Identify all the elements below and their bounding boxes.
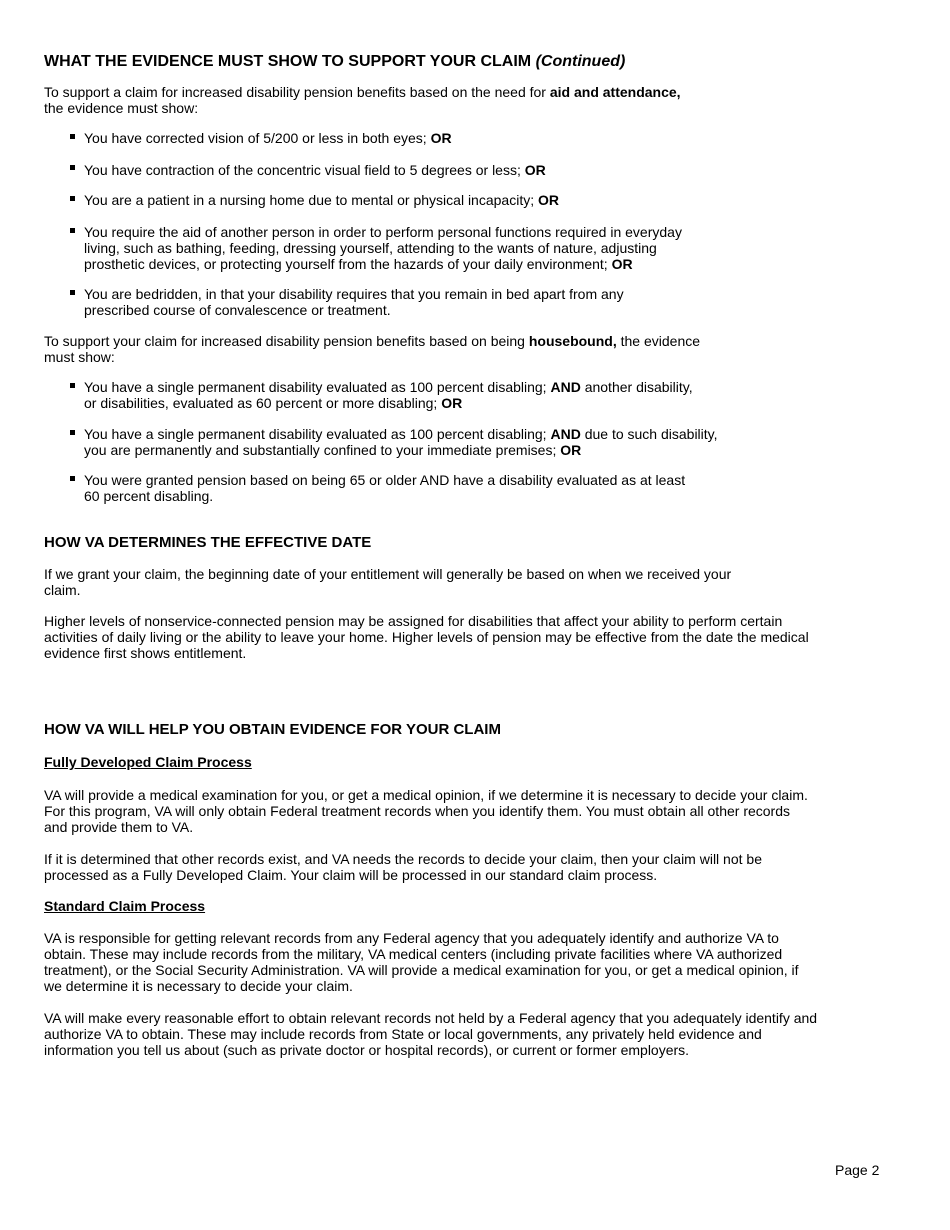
section-heading-effective-date: HOW VA DETERMINES THE EFFECTIVE DATE bbox=[44, 534, 372, 551]
housebound-intro: To support your claim for increased disability pension benefits based on being housebound, the evidence must show: bbox=[44, 333, 701, 365]
bullet-icon bbox=[70, 196, 75, 201]
bullet-icon bbox=[70, 476, 75, 481]
aid-attendance-intro: To support a claim for increased disability pension benefits based on the need for aid and attendance, the evidence must show: bbox=[44, 84, 681, 116]
bullet-icon bbox=[70, 134, 75, 139]
effective-date-paragraph: If we grant your claim, the beginning date of your entitlement will generally be based on when we received your claim. bbox=[44, 566, 732, 598]
fdc-paragraph-2: If it is determined that other records exist, and VA needs the records to decide your claim, then your claim will not be processed as a Fully Developed Claim. Your claim will be processed in our standard claim process. bbox=[44, 851, 762, 883]
list-item: You are bedridden, in that your disability requires that you remain in bed apart from any prescribed course of convalescence or treatment. bbox=[84, 286, 624, 318]
bullet-icon bbox=[70, 290, 75, 295]
bullet-icon bbox=[70, 430, 75, 435]
list-item: You have a single permanent disability evaluated as 100 percent disabling; AND another disability, or disabilities, evaluated as 60 percent or more disabling; OR bbox=[84, 379, 693, 411]
list-item: You were granted pension based on being 65 or older AND have a disability evaluated as at least 60 percent disabling. bbox=[84, 472, 686, 504]
bullet-icon bbox=[70, 228, 75, 233]
list-item: You are a patient in a nursing home due to mental or physical incapacity; OR bbox=[84, 192, 559, 208]
section-heading-evidence: WHAT THE EVIDENCE MUST SHOW TO SUPPORT YOUR CLAIM (Continued) bbox=[44, 53, 626, 70]
list-item: You have a single permanent disability evaluated as 100 percent disabling; AND due to such disability, you are permanently and substantially confined to your immediate premises; OR bbox=[84, 426, 718, 458]
page-number: Page 2 bbox=[835, 1162, 880, 1178]
bullet-icon bbox=[70, 165, 75, 170]
fdc-paragraph-1: VA will provide a medical examination for you, or get a medical opinion, if we determine it is necessary to decide your claim. For this program, VA will only obtain Federal treatment records when you identify them. You must obtain all other records and provide them to VA. bbox=[44, 787, 808, 835]
section-heading-help: HOW VA WILL HELP YOU OBTAIN EVIDENCE FOR YOUR CLAIM bbox=[44, 721, 501, 738]
std-paragraph-2: VA will make every reasonable effort to obtain relevant records not held by a Federal agency that you adequately identify and authorize VA to obtain. These may include records from State or local governments, any privately held evidence and information you tell us about (such as private doctor or hospital records), or current or former employers. bbox=[44, 1010, 818, 1058]
bullet-icon bbox=[70, 383, 75, 388]
higher-levels-paragraph: Higher levels of nonservice-connected pension may be assigned for disabilities that affect your ability to perform certain activities of daily living or the ability to leave your home. Higher levels of pension may be effective from the date the medical evidence first shows entitlement. bbox=[44, 613, 809, 661]
subheading-fully-developed: Fully Developed Claim Process bbox=[44, 754, 252, 770]
list-item: You have contraction of the concentric visual field to 5 degrees or less; OR bbox=[84, 162, 546, 178]
subheading-standard: Standard Claim Process bbox=[44, 898, 206, 914]
list-item: You require the aid of another person in order to perform personal functions required in everyday living, such as bathing, feeding, dressing yourself, attending to the wants of nature, adjusting prosthetic devices, or protecting yourself from the hazards of your daily environment; OR bbox=[84, 224, 682, 272]
std-paragraph-1: VA is responsible for getting relevant records from any Federal agency that you adequately identify and authorize VA to obtain. These may include records from the military, VA medical centers (including private facilities where VA authorized treatment), or the Social Security Administration. VA will provide a medical examination for you, or get a medical opinion, if we determine it is necessary to decide your claim. bbox=[44, 930, 799, 994]
list-item: You have corrected vision of 5/200 or less in both eyes; OR bbox=[84, 130, 452, 146]
